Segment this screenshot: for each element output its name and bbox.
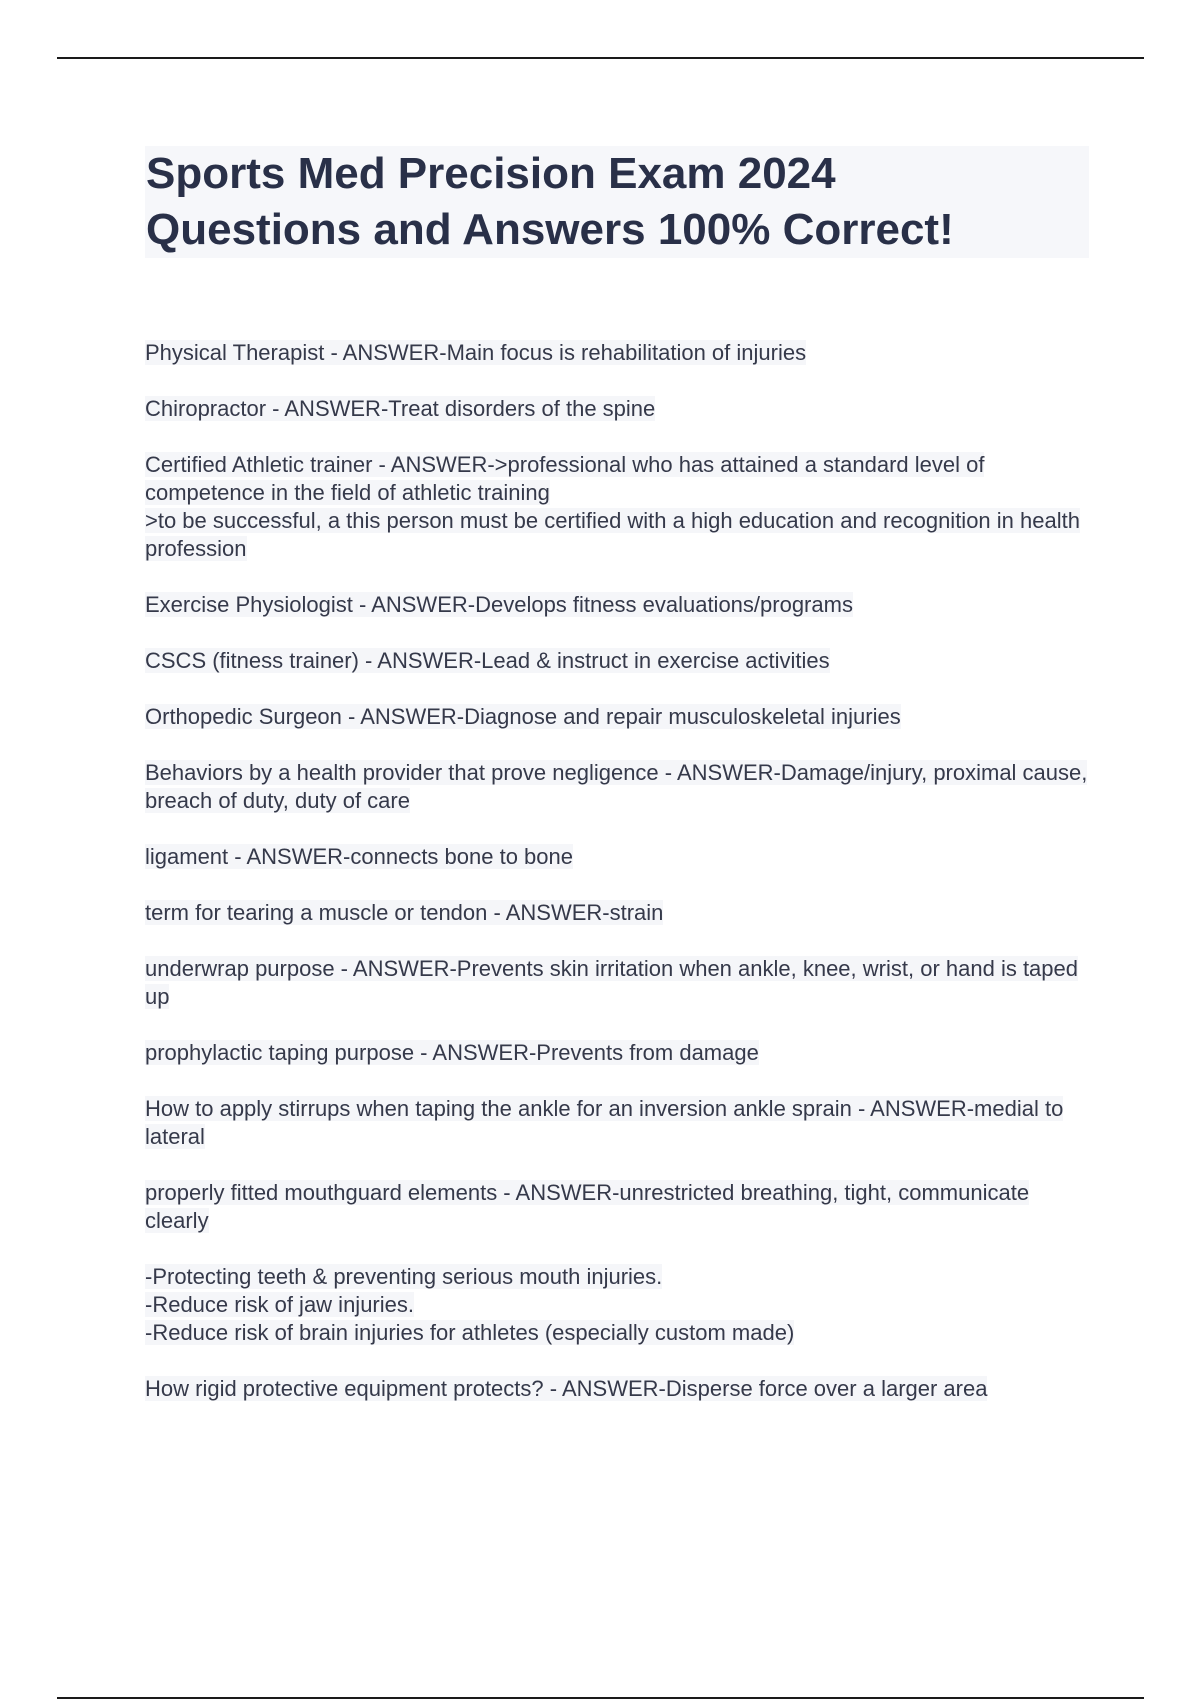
qa-item-rigid-equipment [145, 1375, 1090, 1403]
qa-item-mouthguard [145, 1179, 1090, 1235]
qa-text: underwrap purpose - ANSWER-Prevents skin irritation when ankle, knee, wrist, or hand is taped up [145, 956, 1078, 1009]
qa-item-negligence [145, 759, 1090, 815]
qa-item-prophylactic-taping [145, 1039, 1090, 1067]
qa-text: Exercise Physiologist - ANSWER-Develops fitness evaluations/programs [145, 592, 853, 617]
qa-item-certified-athletic-trainer [145, 451, 1090, 563]
qa-item-exercise-physiologist [145, 591, 1090, 619]
qa-text: Chiropractor - ANSWER-Treat disorders of the spine [145, 396, 656, 421]
qa-text: CSCS (fitness trainer) - ANSWER-Lead & instruct in exercise activities [145, 648, 830, 673]
qa-text: Certified Athletic trainer - ANSWER->professional who has attained a standard level of competence in the field of athletic training [145, 452, 985, 505]
qa-text: >to be successful, a this person must be certified with a high education and recognition in health profession [145, 508, 1080, 561]
qa-item-cscs [145, 647, 1090, 675]
qa-text: ligament - ANSWER-connects bone to bone [145, 844, 574, 869]
qa-text: How rigid protective equipment protects? - ANSWER-Disperse force over a larger area [145, 1376, 988, 1401]
qa-item-underwrap [145, 955, 1090, 1011]
footer-rule [57, 1697, 1144, 1699]
qa-item-stirrups [145, 1095, 1090, 1151]
qa-list [145, 339, 1090, 1431]
qa-text: -Reduce risk of jaw injuries. [145, 1292, 414, 1317]
qa-item-mouthguard-benefits [145, 1263, 1090, 1347]
title-line-1: Sports Med Precision Exam 2024 [146, 149, 836, 198]
qa-text: term for tearing a muscle or tendon - ANSWER-strain [145, 900, 664, 925]
qa-text: Physical Therapist - ANSWER-Main focus is rehabilitation of injuries [145, 340, 807, 365]
qa-item-orthopedic-surgeon [145, 703, 1090, 731]
qa-item-chiropractor [145, 395, 1090, 423]
qa-text: Behaviors by a health provider that prove negligence - ANSWER-Damage/injury, proximal cause, breach of duty, duty of care [145, 760, 1088, 813]
qa-text: Orthopedic Surgeon - ANSWER-Diagnose and repair musculoskeletal injuries [145, 704, 901, 729]
qa-text: properly fitted mouthguard elements - ANSWER-unrestricted breathing, tight, communicate clearly [145, 1180, 1030, 1233]
qa-text: -Reduce risk of brain injuries for athletes (especially custom made) [145, 1320, 795, 1345]
title-line-2: Questions and Answers 100% Correct! [146, 205, 954, 254]
qa-text: prophylactic taping purpose - ANSWER-Prevents from damage [145, 1040, 759, 1065]
header-rule [57, 57, 1144, 59]
page-title [145, 146, 1089, 258]
qa-text: -Protecting teeth & preventing serious mouth injuries. [145, 1264, 663, 1289]
qa-item-strain [145, 899, 1090, 927]
qa-text: How to apply stirrups when taping the ankle for an inversion ankle sprain - ANSWER-medial to lateral [145, 1096, 1064, 1149]
qa-item-physical-therapist [145, 339, 1090, 367]
qa-item-ligament [145, 843, 1090, 871]
